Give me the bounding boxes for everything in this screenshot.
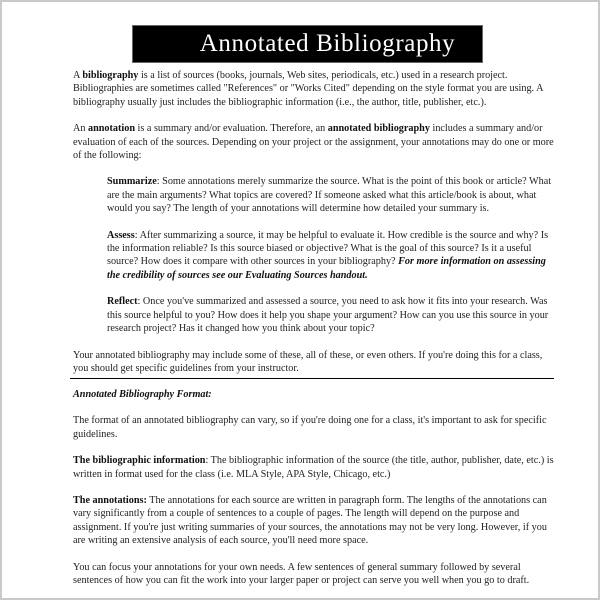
annotation-definition [73,122,557,162]
annotations-text: The annotations for each source are written in paragraph form. The lengths of the annotations can vary significantly from a couple of sentences to a couple of pages. The length will depend on the purpose and assignment. If you're just writing summaries of your sources, the annotations may not be very long. However, if you are writing an extensive analysis of each source, you'll need more space. [73,495,547,547]
item-term: Summarize [107,176,157,188]
bib-info-term: The bibliographic information [73,455,206,467]
format-intro: The format of an annotated bibliography can vary, so if you're doing one for a class, it's important to ask for specific guidelines. [73,415,547,440]
annotations-term: The annotations: [73,495,147,507]
section-divider [70,378,554,379]
item-term: Reflect [107,296,138,308]
intro-text: is a list of sources (books, journals, Web sites, periodicals, etc.) used in a research project. Bibliographies are sometimes called "References" or "Works Cited" depending on the style format you are using. A bibliography usually just includes the bibliographic information (i.e., the author, title, publisher, etc.). [73,70,543,108]
item-reflect [107,295,557,335]
evaluating-sources-note: For more information on assessing the credibility of sources see our Evaluating Sources handout. [107,256,546,281]
def-mid: is a summary and/or evaluation. Therefore, an [135,123,328,135]
def-prefix: An [73,123,88,135]
closing-paragraph: Your annotated bibliography may include some of these, all of these, or even others. If you're doing this for a class, you should get specific guidelines from your instructor. [73,349,543,374]
def-term-annotation: annotation [88,123,135,135]
intro-paragraph [73,69,557,109]
main-content [73,69,557,388]
def-text: includes a summary and/or evaluation of each of the sources. Depending on your project or the assignment, your annotations may do one or more of the following: [73,123,554,162]
item-text: : After summarizing a source, it may be helpful to evaluate it. How credible is the source and why? Is the information reliable? Is this source biased or objective? What is the goal of this source? Is it a useful source? How does it compare with other sources in your bibliography? [107,229,549,268]
format-section [73,388,557,600]
document-title: Annotated Bibliography [199,30,456,57]
focus-paragraph: You can focus your annotations for your own needs. A few sentences of general summary followed by several sentences of how you can fit the work into your larger paper or project can serve you well when you go to draft. [73,561,530,587]
title-banner [132,25,483,63]
def-term-annotated-bibliography: annotated bibliography [327,123,430,135]
item-text: : Once you've summarized and assessed a source, you need to ask how it fits into your research. Was this source helpful to you? How does it help you shape your argument? How can you use this source in your research project? Has it changed how you think about your topic? [107,296,549,335]
item-assess [107,229,557,283]
item-text: : Some annotations merely summarize the source. What is the point of this book or article? What are the main arguments? What topics are covered? If someone asked what this article/book is about, what would you say? The length of your annotations will determine how detailed your summary is. [107,176,552,215]
bib-info-text: : The bibliographic information of the source (the title, author, publisher, date, etc.) is written in format used for the class (i.e. MLA Style, APA Style, Chicago, etc.) [73,455,554,480]
item-summarize [107,175,557,215]
intro-prefix: A [73,70,83,81]
annotations-paragraph [73,494,557,548]
bibliographic-information-paragraph [73,454,557,481]
format-heading: Annotated Bibliography Format: [73,389,212,400]
item-term: Assess [107,229,135,241]
intro-term: bibliography [82,70,139,81]
